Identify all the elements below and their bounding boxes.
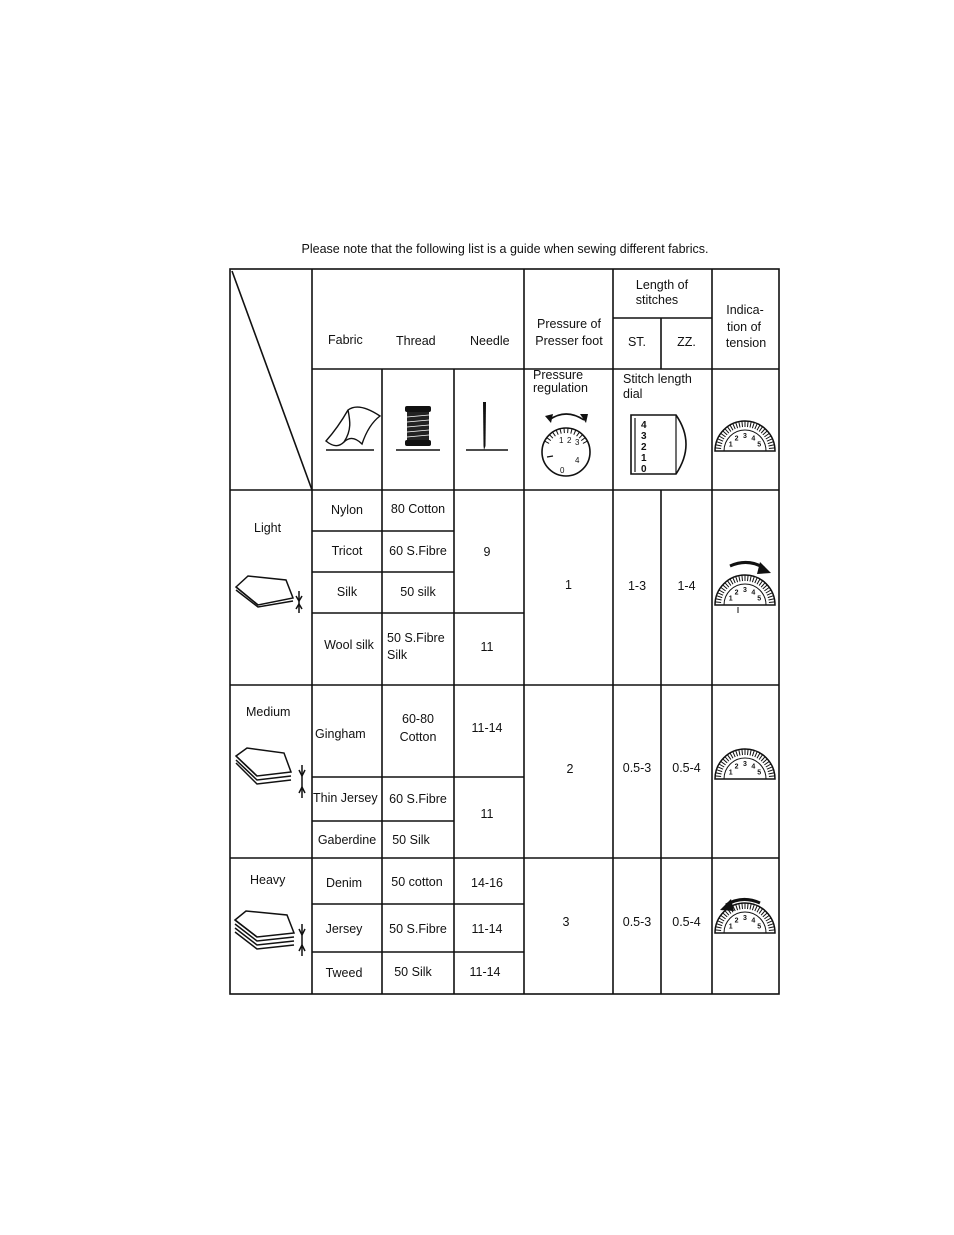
stitch-length-dial-icon xyxy=(631,415,686,475)
tension-scale-number: 1 xyxy=(728,923,733,931)
zz-cell: 0.5-4 xyxy=(672,915,701,929)
stitch-dial-line1: Stitch length xyxy=(623,372,692,386)
tension-scale-number: 5 xyxy=(757,923,762,931)
stitch-dial-line2: dial xyxy=(623,387,643,401)
header-tension-line3: tension xyxy=(725,336,767,350)
medium-fabric-thickness-icon xyxy=(236,748,305,798)
group-label-medium: Medium xyxy=(246,705,291,719)
header-needle: Needle xyxy=(470,334,510,348)
needle-cell: 11 xyxy=(480,640,494,654)
pressure-regulation-line1: Pressure xyxy=(533,368,584,382)
pressure-cell: 2 xyxy=(566,762,574,776)
tension-dial-icon xyxy=(715,421,775,451)
fabric-cell: Thin Jersey xyxy=(313,791,378,805)
tension-scale-number: 5 xyxy=(757,441,762,449)
page-note: Please note that the following list is a guide when sewing different fabrics. xyxy=(301,242,709,256)
tension-scale-number: 2 xyxy=(734,917,739,925)
zz-cell: 1-4 xyxy=(677,579,696,593)
thread-cell: 60-80 xyxy=(402,712,434,726)
needle-icon xyxy=(466,402,508,450)
fabric-cell: Gaberdine xyxy=(317,833,377,847)
thread-cell: 60 S.Fibre xyxy=(389,792,447,806)
tension-scale-number: 2 xyxy=(734,435,739,443)
thread-cell: 50 silk xyxy=(400,585,436,599)
stitch-dial-number: 1 xyxy=(641,453,647,464)
light-fabric-thickness-icon xyxy=(236,576,302,613)
tension-scale-number: 2 xyxy=(734,763,739,771)
header-fabric: Fabric xyxy=(328,333,363,347)
pressure-cell: 3 xyxy=(562,915,570,929)
heavy-fabric-thickness-icon xyxy=(235,911,305,956)
header-length-line2: stitches xyxy=(635,293,679,307)
pressure-dial-number: 4 xyxy=(575,456,580,465)
tension-scale-number: 5 xyxy=(757,769,762,777)
pressure-cell: 1 xyxy=(565,578,572,592)
group-label-light: Light xyxy=(254,521,282,535)
tension-scale-number: 3 xyxy=(743,587,747,594)
thread-cell: 50 Silk xyxy=(392,833,430,847)
needle-cell: 14-16 xyxy=(471,876,503,890)
thread-cell: Cotton xyxy=(399,730,437,744)
stitch-dial-number: 0 xyxy=(641,464,647,475)
needle-cell: 11-14 xyxy=(471,922,503,936)
tension-scale-number: 1 xyxy=(728,441,733,449)
fabric-cell: Wool silk xyxy=(324,638,374,652)
tension-scale-number: 3 xyxy=(743,915,747,922)
fabric-cell: Denim xyxy=(325,876,363,890)
header-zz: ZZ. xyxy=(677,335,696,349)
needle-cell: 11 xyxy=(480,807,494,821)
fabric-cell: Tricot xyxy=(331,544,363,558)
fabric-cell: Silk xyxy=(336,585,358,599)
stitch-dial-number: 3 xyxy=(641,431,647,442)
tension-scale-number: 4 xyxy=(751,435,756,443)
header-pressure-line2: Presser foot xyxy=(535,334,603,348)
needle-cell: 11-14 xyxy=(471,721,503,735)
stitch-dial-number: 4 xyxy=(641,420,647,431)
needle-cell: 11-14 xyxy=(469,965,501,979)
tension-scale-number: 1 xyxy=(728,595,733,603)
thread-spool-icon xyxy=(396,406,440,450)
pressure-dial-number: 0 xyxy=(560,466,565,475)
fabric-cell: Jersey xyxy=(325,922,363,936)
st-cell: 0.5-3 xyxy=(622,761,652,775)
pressure-dial-number: 1 xyxy=(559,436,564,445)
fabric-cell: Tweed xyxy=(325,966,363,980)
st-cell: 1-3 xyxy=(627,579,647,593)
tension-scale-number: 2 xyxy=(734,589,739,597)
thread-cell: 50 cotton xyxy=(391,875,443,889)
pressure-regulation-line2: regulation xyxy=(533,381,588,395)
tension-scale-number: 5 xyxy=(757,595,762,603)
fabric-swatch-icon xyxy=(326,407,380,450)
tension-dial-icon xyxy=(715,575,775,605)
tension-dial-icon xyxy=(715,749,775,779)
st-cell: 0.5-3 xyxy=(622,915,652,929)
tension-scale-number: 4 xyxy=(751,589,756,597)
header-tension-line1: Indica- xyxy=(726,303,764,317)
thread-cell: 50 S.Fibre xyxy=(387,631,445,645)
pressure-dial-icon xyxy=(542,414,590,476)
zz-cell: 0.5-4 xyxy=(672,761,701,775)
fabric-cell: Gingham xyxy=(315,727,366,741)
fabric-cell: Nylon xyxy=(331,503,363,517)
header-tension-line2: tion of xyxy=(726,320,762,334)
group-label-heavy: Heavy xyxy=(250,873,286,887)
thread-cell: Silk xyxy=(387,648,408,662)
pressure-dial-number: 3 xyxy=(575,438,580,447)
tension-scale-number: 3 xyxy=(743,433,747,440)
header-st: ST. xyxy=(627,335,647,349)
thread-cell: 80 Cotton xyxy=(390,502,446,516)
header-pressure-line1: Pressure of xyxy=(537,317,601,331)
thread-cell: 50 Silk xyxy=(394,965,432,979)
tension-scale-number: 4 xyxy=(751,917,756,925)
needle-cell: 9 xyxy=(483,545,491,559)
tension-scale-number: 4 xyxy=(751,763,756,771)
thread-cell: 50 S.Fibre xyxy=(389,922,447,936)
tension-scale-number: 1 xyxy=(728,769,733,777)
thread-cell: 60 S.Fibre xyxy=(389,544,447,558)
pressure-dial-number: 2 xyxy=(567,436,572,445)
header-length-line1: Length of xyxy=(635,278,689,292)
tension-scale-number: 3 xyxy=(743,761,747,768)
stitch-dial-number: 2 xyxy=(641,442,647,453)
header-thread: Thread xyxy=(396,334,436,348)
